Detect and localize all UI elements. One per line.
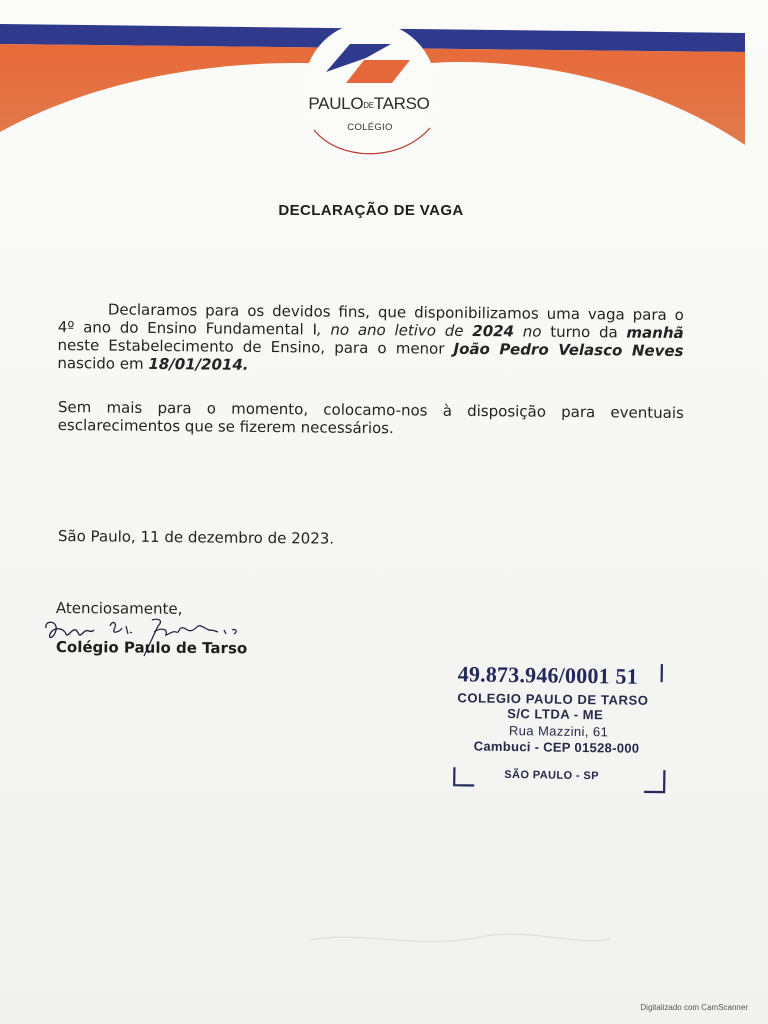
paragraph-line: neste Estabelecimento de Ensino, para o menor João Pedro Velasco Neves bbox=[57, 335, 684, 361]
birth-date: 18/01/2014 bbox=[148, 354, 243, 374]
school-year: 2024 bbox=[472, 321, 515, 341]
student-name: João Pedro Velasco Neves bbox=[453, 339, 684, 361]
paragraph-line: Sem mais para o momento, colocamo-nos à disposição para eventuais bbox=[57, 398, 684, 423]
closing-paragraph bbox=[58, 398, 684, 440]
stamp-cnpj: 49.873.946/0001 51 bbox=[457, 661, 639, 689]
signatory-name: Colégio Paulo de Tarso bbox=[55, 638, 248, 658]
place-date: São Paulo, 11 de dezembro de 2023. bbox=[57, 527, 335, 548]
company-stamp bbox=[438, 655, 680, 798]
bleed-through-marks bbox=[300, 925, 620, 955]
logo-wordmark: PAULODETARSO bbox=[308, 94, 430, 113]
stamp-company-type: S/C LTDA - ME bbox=[507, 705, 604, 723]
paragraph-line: 4º ano do Ensino Fundamental I, no ano letivo de 2024 no turno da manhã bbox=[57, 317, 684, 343]
letterhead-banner bbox=[0, 0, 768, 170]
stamp-company: COLEGIO PAULO DE TARSO bbox=[457, 690, 649, 708]
paragraph-line: nascido em 18/01/2014. bbox=[57, 353, 249, 374]
paragraph-line: Declaramos para os devidos fins, que disponibilizamos uma vaga para o bbox=[107, 300, 684, 325]
stamp-city: SÃO PAULO - SP bbox=[504, 768, 600, 783]
logo-subtitle: COLÉGIO bbox=[347, 122, 393, 133]
paragraph-line: esclarecimentos que se fizerem necessários. bbox=[57, 415, 394, 438]
stamp-street: Rua Mazzini, 61 bbox=[508, 722, 609, 740]
document-title: DECLARAÇÃO DE VAGA bbox=[278, 202, 464, 219]
shift: manhã bbox=[626, 323, 684, 343]
declaration-paragraph bbox=[57, 300, 684, 378]
stamp-cep: Cambuci - CEP 01528-000 bbox=[473, 738, 640, 756]
scanner-watermark: Digitalizado com CamScanner bbox=[640, 1003, 748, 1012]
handwritten-signature bbox=[40, 612, 250, 662]
closing-salutation: Atenciosamente, bbox=[55, 599, 183, 618]
